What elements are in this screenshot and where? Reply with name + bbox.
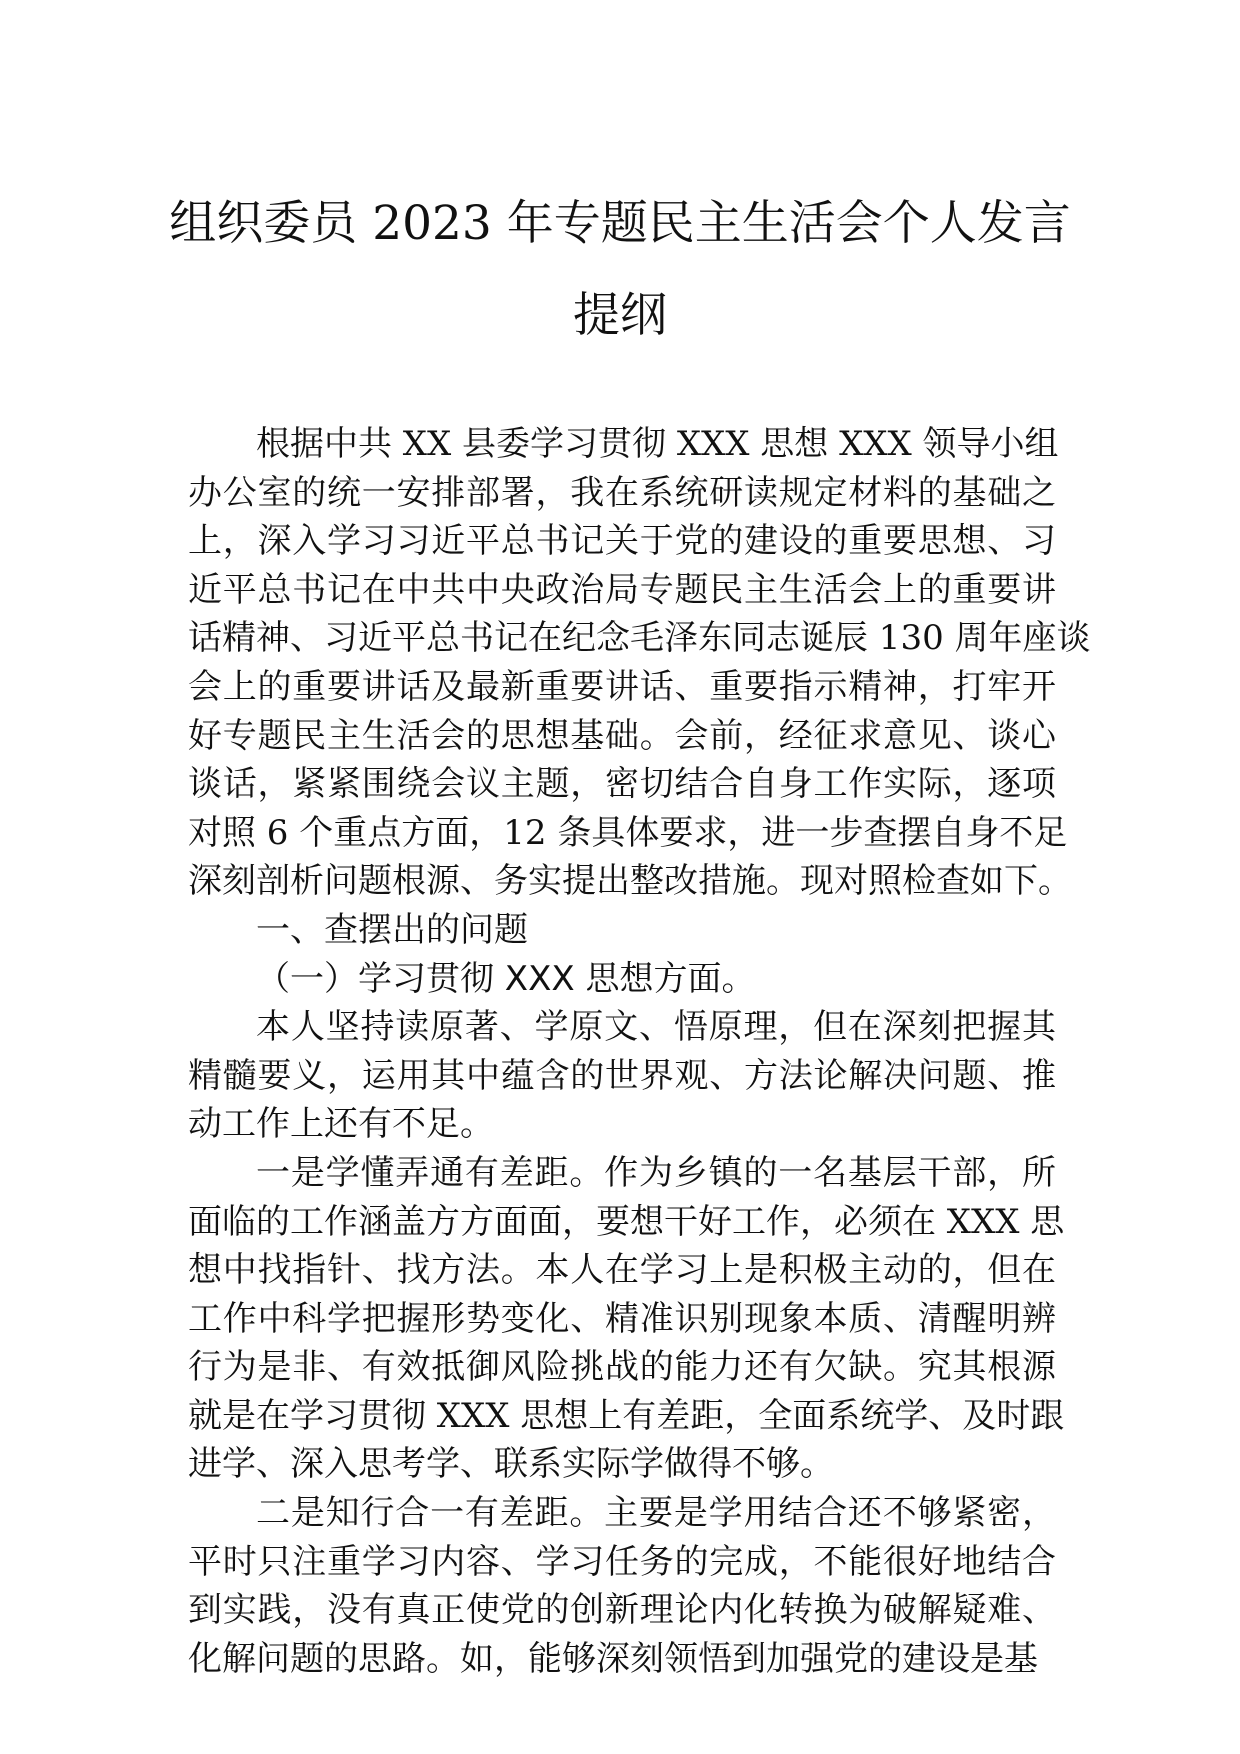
text-line: 动工作上还有不足。 [188,1104,494,1145]
document-body [188,420,1091,1683]
paragraph [188,1003,1056,1149]
paragraph [188,1489,1056,1683]
section-heading [188,955,1056,1004]
text-line: 谈话，紧紧围绕会议主题，密切结合自身工作实际，逐项 [188,764,1056,805]
text-line: 进学、深入思考学、联系实际学做得不够。 [188,1444,834,1485]
title-line-2: 提纲 [573,288,667,343]
text-line: 办公室的统一安排部署，我在系统研读规定材料的基础之 [188,472,1056,513]
text-line: 就是在学习贯彻 XXX 思想上有差距，全面系统学、及时跟 [188,1395,1065,1436]
text-line: 会上的重要讲话及最新重要讲话、重要指示精神，打牢开 [188,666,1056,707]
text-line: 一、查摆出的问题 [256,909,528,950]
text-line: 平时只注重学习内容、学习任务的完成，不能很好地结合 [188,1541,1056,1582]
text-line: 化解问题的思路。如，能够深刻领悟到加强党的建设是基 [188,1638,1038,1679]
text-line: 精髓要义，运用其中蕴含的世界观、方法论解决问题、推 [188,1055,1056,1096]
text-line: 好专题民主生活会的思想基础。会前，经征求意见、谈心 [188,715,1056,756]
text-line: 想中找指针、找方法。本人在学习上是积极主动的，但在 [188,1250,1056,1291]
text-line: 一是学懂弄通有差距。作为乡镇的一名基层干部，所 [256,1152,1056,1193]
text-line: 话精神、习近平总书记在纪念毛泽东同志诞辰 130 周年座谈 [188,618,1091,659]
text-line: 到实践，没有真正使党的创新理论内化转换为破解疑难、 [188,1590,1056,1631]
text-line: 本人坚持读原著、学原文、悟原理，但在深刻把握其 [256,1007,1056,1048]
text-line: 深刻剖析问题根源、务实提出整改措施。现对照检查如下。 [188,861,1072,902]
text-line: 面临的工作涵盖方方面面，要想干好工作，必须在 XXX 思 [188,1201,1065,1242]
document-title [150,178,1090,362]
text-line: 近平总书记在中共中央政治局专题民主生活会上的重要讲 [188,569,1056,610]
text-line: 行为是非、有效抵御风险挑战的能力还有欠缺。究其根源 [188,1347,1056,1388]
paragraph [188,1149,1065,1489]
paragraph [188,420,1091,906]
text-line: （一）学习贯彻 XXX 思想方面。 [256,958,756,999]
section-heading [188,906,1056,955]
title-line-1: 组织委员 2023 年专题民主生活会个人发言 [169,196,1071,251]
text-line: 对照 6 个重点方面，12 条具体要求，进一步查摆自身不足 [188,812,1068,853]
text-line: 工作中科学把握形势变化、精准识别现象本质、清醒明辨 [188,1298,1056,1339]
text-line: 根据中共 XX 县委学习贯彻 XXX 思想 XXX 领导小组 [256,424,1059,464]
text-line: 上，深入学习习近平总书记关于党的建设的重要思想、习 [188,521,1056,562]
text-line: 二是知行合一有差距。主要是学用结合还不够紧密， [256,1493,1056,1534]
